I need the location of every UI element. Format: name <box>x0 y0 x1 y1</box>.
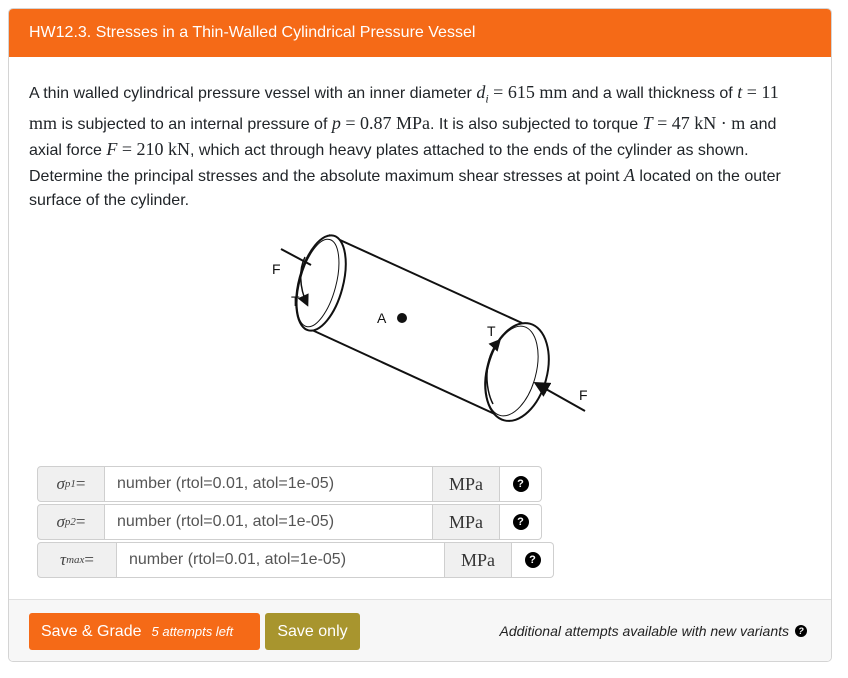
problem-statement: A thin walled cylindrical pressure vessel with an inner diameter $d_i = 615$ mm and a wall thickness of t = 11 mm is subjected to an internal pressure of p = 0.87 MPa. It is also subjected to torque T = 47 kN · m and axial force F = 210 kN, which act through heavy plates attached to the ends of the cylinder as shown. Determine the principal stresses and the absolute maximum shear stresses at point A located on the outer surface of the cylinder. <box>29 82 781 209</box>
figure-label-A: A <box>377 310 387 326</box>
save-and-grade-button[interactable] <box>29 613 260 650</box>
math-t: t = 11 mm <box>29 82 779 133</box>
answer-row-sigma-p1 <box>37 466 542 502</box>
sigma-p1-input[interactable] <box>105 466 432 502</box>
point-a-dot <box>397 313 407 323</box>
math-A: A <box>623 164 635 185</box>
question-icon: ? <box>513 514 529 530</box>
answer-label-sigma-p1: σ p1 = <box>37 466 105 502</box>
figure-label-F-right: F <box>579 387 588 403</box>
unit-label-mpa: MPa <box>444 542 512 578</box>
math-F: F = 210 kN <box>106 138 191 159</box>
question-header <box>9 9 831 57</box>
save-only-button[interactable]: Save only <box>265 613 360 650</box>
question-icon: ? <box>513 476 529 492</box>
attempts-note <box>500 623 808 639</box>
help-button[interactable] <box>512 542 554 578</box>
save-and-grade-label: Save & Grade <box>41 622 142 640</box>
help-button[interactable] <box>500 504 542 540</box>
answer-row-sigma-p2 <box>37 504 542 540</box>
question-icon[interactable]: ? <box>795 625 807 637</box>
figure-label-T-left: T <box>291 293 300 309</box>
unit-label-mpa: MPa <box>432 466 500 502</box>
attempts-left-label: 5 attempts left <box>151 624 234 639</box>
figure-label-T-right: T <box>487 323 496 339</box>
answer-label-sigma-p2: σ p2 = <box>37 504 105 540</box>
question-footer <box>9 599 831 662</box>
force-right-arrow <box>537 384 585 411</box>
tau-max-input[interactable] <box>117 542 444 578</box>
math-T: T = 47 kN · m <box>642 112 746 133</box>
answer-label-tau-max: τ max = <box>37 542 117 578</box>
unit-label-mpa: MPa <box>432 504 500 540</box>
sigma-p2-input[interactable] <box>105 504 432 540</box>
cylinder-figure <box>259 229 599 439</box>
answer-row-tau-max <box>37 542 554 578</box>
math-di: $d_i = 615$ mm <box>476 82 568 106</box>
math-p: p = 0.87 MPa <box>331 112 430 133</box>
figure-label-F-left: F <box>272 261 281 277</box>
help-button[interactable] <box>500 466 542 502</box>
question-title: HW12.3. Stresses in a Thin-Walled Cylindrical Pressure Vessel <box>29 24 476 41</box>
question-card <box>8 8 832 662</box>
question-icon: ? <box>525 552 541 568</box>
attempts-note-text: Additional attempts available with new variants <box>499 623 789 639</box>
